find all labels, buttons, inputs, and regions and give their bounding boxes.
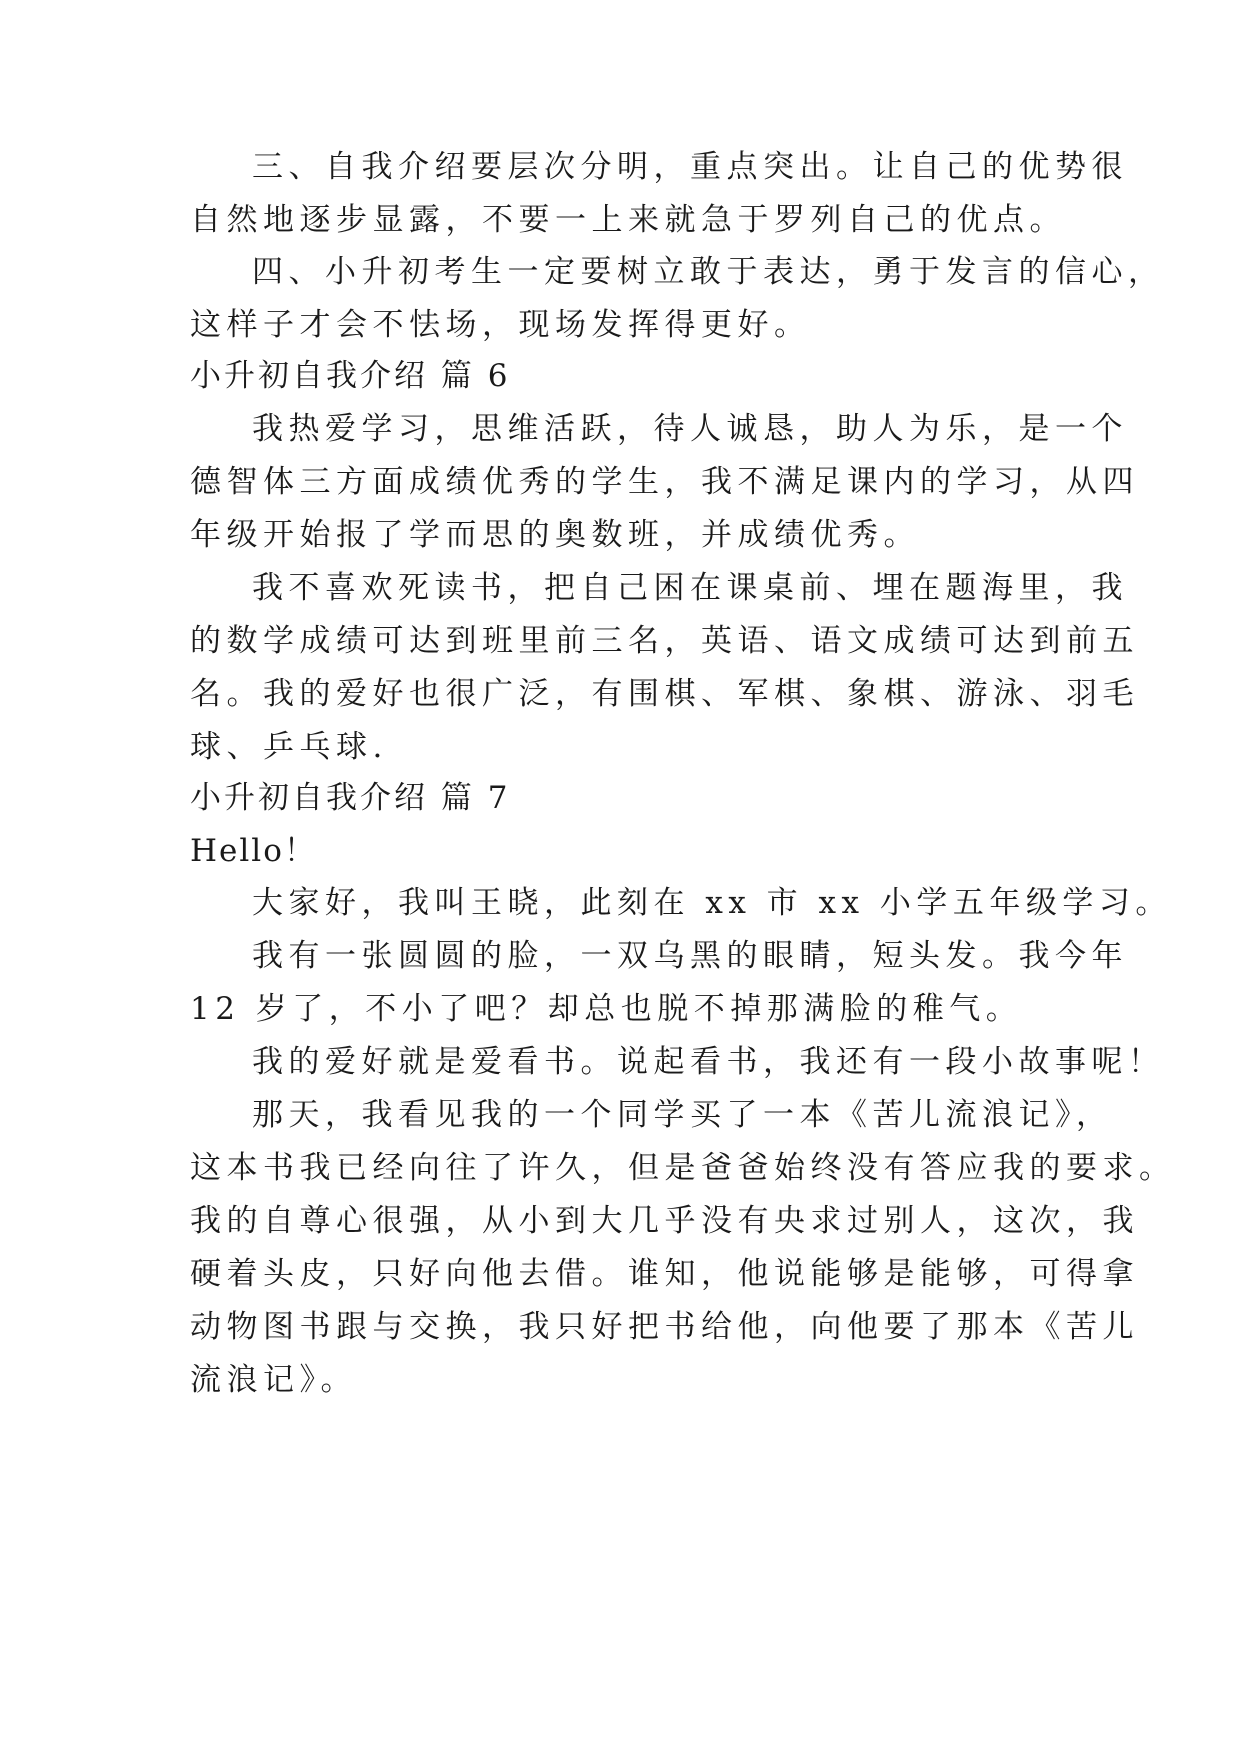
paragraph-line: 我有一张圆圆的脸，一双乌黑的眼睛，短头发。我今年 — [252, 938, 1128, 974]
paragraph-line: 流浪记》。 — [190, 1362, 357, 1398]
paragraph-line: 的数学成绩可达到班里前三名，英语、语文成绩可达到前五 — [190, 623, 1139, 659]
paragraph-line: 自然地逐步显露，不要一上来就急于罗列自己的优点。 — [190, 202, 1066, 238]
paragraph-line: 这本书我已经向往了许久，但是爸爸始终没有答应我的要求。 — [190, 1150, 1176, 1186]
paragraph-line: 12 岁了，不小了吧？却总也脱不掉那满脸的稚气。 — [190, 991, 1023, 1027]
paragraph-line: 球、乒乓球. — [190, 729, 388, 765]
paragraph-line: 我不喜欢死读书，把自己困在课桌前、埋在题海里，我 — [252, 570, 1128, 606]
section-heading: 小升初自我介绍 篇 7 — [190, 780, 511, 816]
paragraph-line: 三、自我介绍要层次分明，重点突出。让自己的优势很 — [252, 149, 1128, 185]
paragraph-line: 德智体三方面成绩优秀的学生，我不满足课内的学习，从四 — [190, 464, 1139, 500]
paragraph-line: 动物图书跟与交换，我只好把书给他，向他要了那本《苦儿 — [190, 1309, 1139, 1345]
paragraph-line: 名。我的爱好也很广泛，有围棋、军棋、象棋、游泳、羽毛 — [190, 676, 1139, 712]
greeting-line: Hello！ — [190, 833, 317, 869]
paragraph-line: 年级开始报了学而思的奥数班，并成绩优秀。 — [190, 517, 920, 553]
paragraph-line: 我热爱学习，思维活跃，待人诚恳，助人为乐，是一个 — [252, 411, 1128, 447]
section-heading: 小升初自我介绍 篇 6 — [190, 358, 511, 394]
paragraph-line: 这样子才会不怯场，现场发挥得更好。 — [190, 307, 811, 343]
paragraph-line: 我的自尊心很强，从小到大几乎没有央求过别人，这次，我 — [190, 1203, 1139, 1239]
paragraph-line: 大家好，我叫王晓，此刻在 xx 市 xx 小学五年级学习。 — [252, 885, 1172, 921]
paragraph-line: 我的爱好就是爱看书。说起看书，我还有一段小故事呢！ — [252, 1044, 1165, 1080]
paragraph-line: 四、小升初考生一定要树立敢于表达，勇于发言的信心， — [252, 254, 1165, 290]
paragraph-line: 硬着头皮，只好向他去借。谁知，他说能够是能够，可得拿 — [190, 1256, 1139, 1292]
paragraph-line: 那天，我看见我的一个同学买了一本《苦儿流浪记》， — [252, 1097, 1113, 1133]
